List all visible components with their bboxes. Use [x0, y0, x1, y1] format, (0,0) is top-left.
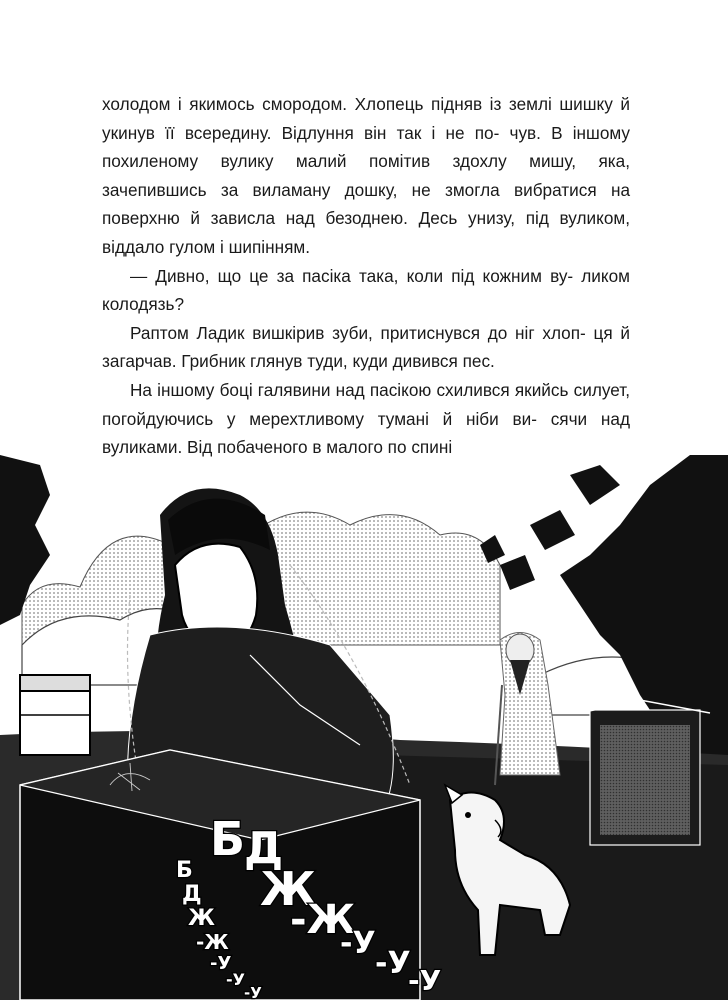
sfx-letter: Ж: [188, 906, 215, 931]
sfx-letter: -У: [244, 984, 262, 1000]
text-line: силует, погойдуючись у мерехтливому тумані й ніби ви-: [102, 379, 630, 429]
sfx-letter: -У: [210, 953, 232, 974]
text-line: Раптом Ладик вишкірив зуби, притиснувся до ніг хлоп-: [130, 322, 586, 343]
text-line: чув. В іншому похиленому вулику малий помітив здохлу: [102, 122, 630, 172]
text-line: унизу, під вуликом, віддало гулом і шипінням.: [102, 208, 631, 257]
paragraph-1: [102, 90, 630, 262]
page-text: [102, 90, 630, 462]
sfx-letter: -У: [340, 926, 376, 961]
sfx-letter: Ж: [260, 862, 317, 916]
sfx-letter: -Ж: [196, 930, 229, 954]
text-line: сячи над вуликами. Від побаченого в малого по спині: [102, 408, 630, 458]
text-line: На іншому боці галявини над пасікою схилився якийсь: [130, 379, 569, 400]
sfx-letter: Б: [210, 812, 246, 866]
ghost-figure: [495, 633, 560, 786]
illustration-svg: [0, 455, 728, 1000]
text-line: шишку й укинув її всередину. Відлуння він так і не по-: [102, 94, 630, 143]
text-line: — Дивно, що це за пасіка така, коли під кожним ву-: [130, 265, 574, 286]
text-line: холодом і якимось смородом. Хлопець підняв із землі: [102, 94, 552, 114]
sfx-letter: Д: [244, 823, 284, 874]
text-line: вибратися на поверхню й зависла над безоднею. Десь: [102, 179, 631, 229]
sfx-letter: Б: [176, 858, 193, 883]
text-line: ликом колодязь?: [102, 265, 630, 315]
text-line: ця й загарчав. Грибник глянув туди, куди дивився пес.: [102, 322, 630, 372]
sfx-letter: Д: [182, 882, 202, 907]
paragraph-2: [102, 262, 630, 319]
beehive-left: [20, 675, 90, 755]
paragraph-4: [102, 376, 630, 462]
text-line: мишу, яка, зачепившись за виламану дошку, не змогла: [102, 151, 630, 200]
illustration: [0, 455, 728, 1000]
sfx-letter: -У: [408, 964, 442, 997]
sfx-letter: -Ж: [290, 897, 356, 943]
sfx-letter: -У: [226, 970, 245, 989]
sfx-letter: -У: [375, 946, 411, 981]
beehive-right: [580, 700, 710, 845]
paragraph-3: [102, 319, 630, 376]
